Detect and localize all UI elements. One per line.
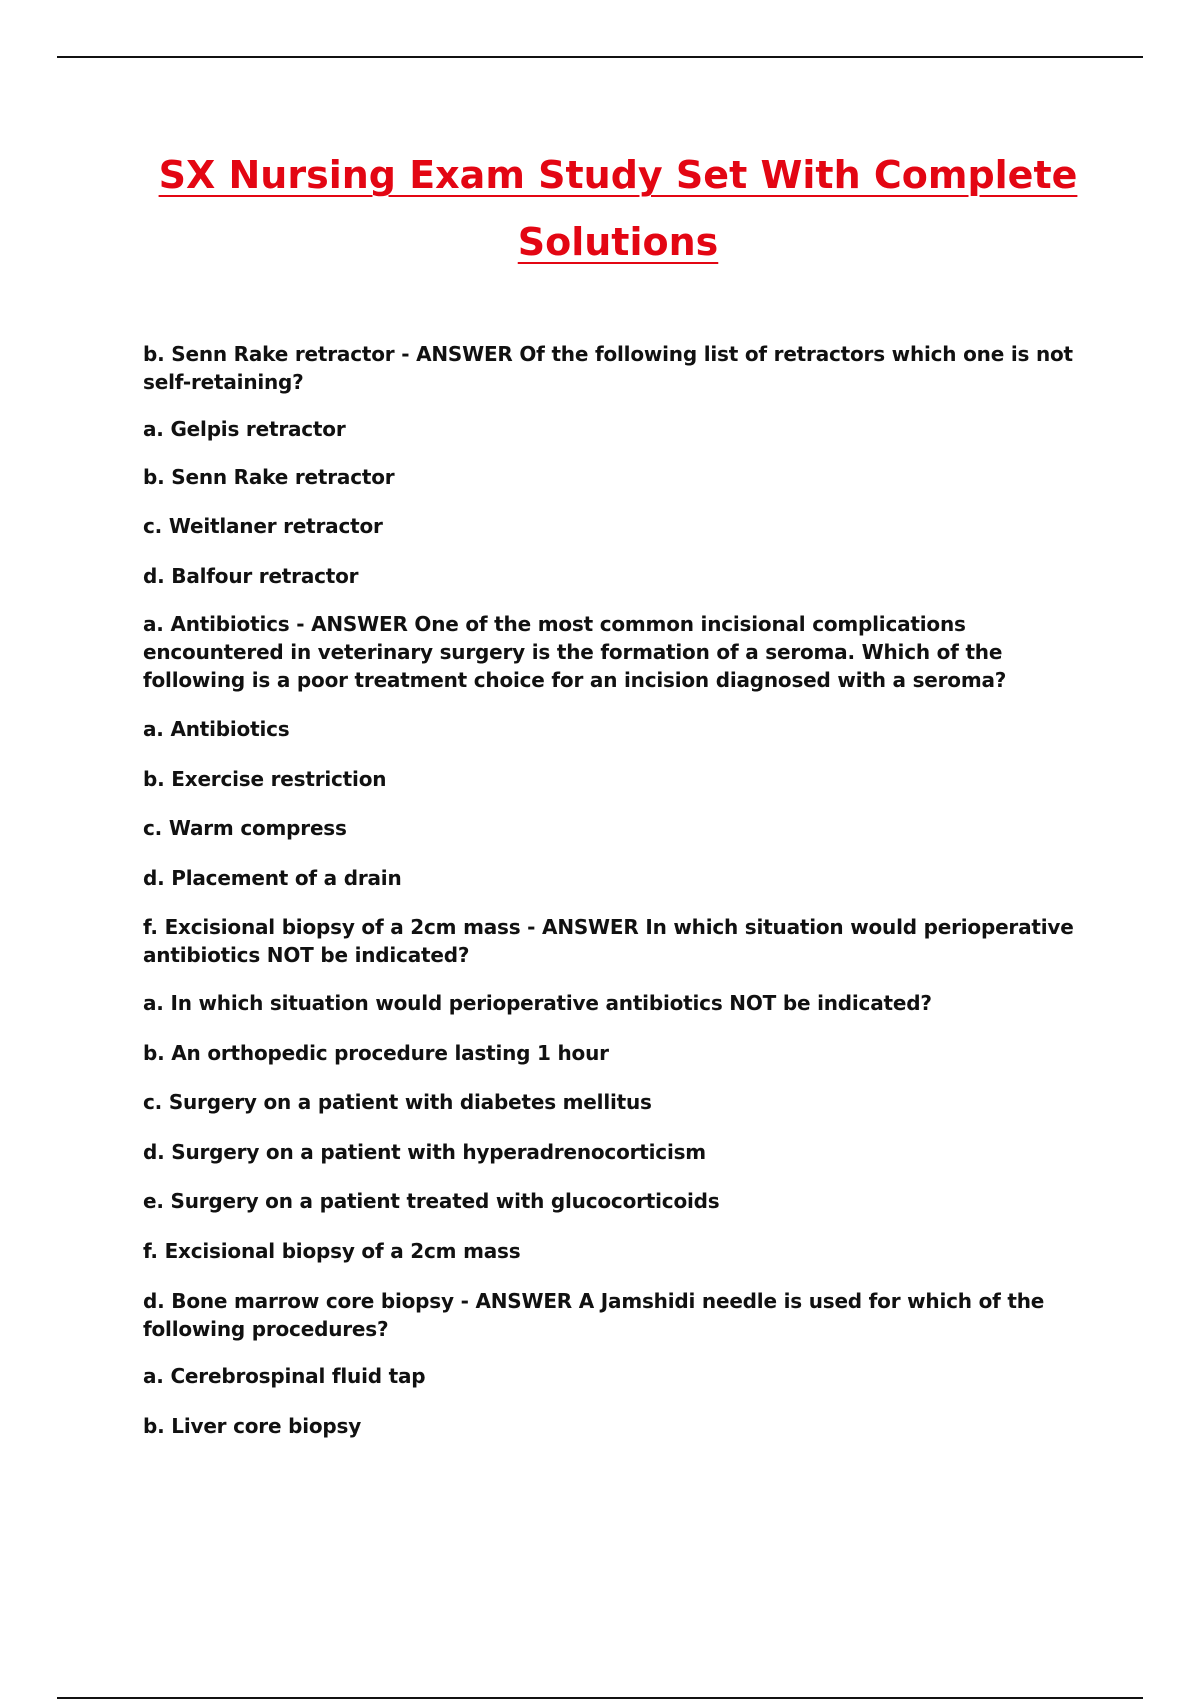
question-3-option-a: a. In which situation would perioperative antibiotics NOT be indicated? bbox=[143, 991, 932, 1015]
question-1-answer: b. Senn Rake retractor - ANSWER Of the following list of retractors which one is not self-retaining? bbox=[143, 342, 1073, 394]
question-2-option-b: b. Exercise restriction bbox=[143, 767, 387, 791]
top-divider bbox=[57, 56, 1143, 58]
question-2-answer: a. Antibiotics - ANSWER One of the most common incisional complications encountered in veterinary surgery is the formation of a seroma. Which of the following is a poor treatment choice for an incision diagnosed with a seroma? bbox=[143, 612, 1007, 692]
question-3-option-c: c. Surgery on a patient with diabetes mellitus bbox=[143, 1090, 652, 1114]
bottom-divider bbox=[57, 1697, 1143, 1699]
question-3-option-e: e. Surgery on a patient treated with glucocorticoids bbox=[143, 1189, 720, 1213]
question-4-option-b: b. Liver core biopsy bbox=[143, 1414, 362, 1438]
title-line-1: SX Nursing Exam Study Set With Complete bbox=[158, 153, 1078, 197]
question-1-option-c: c. Weitlaner retractor bbox=[143, 514, 383, 538]
question-3-option-f: f. Excisional biopsy of a 2cm mass bbox=[143, 1239, 521, 1263]
question-2-option-c: c. Warm compress bbox=[143, 816, 347, 840]
title-line-2: Solutions bbox=[517, 220, 719, 264]
question-1-option-d: d. Balfour retractor bbox=[143, 564, 359, 588]
document-body bbox=[143, 340, 1088, 1440]
question-2-option-d: d. Placement of a drain bbox=[143, 866, 402, 890]
question-1-option-a: a. Gelpis retractor bbox=[143, 417, 346, 441]
question-4-answer: d. Bone marrow core biopsy - ANSWER A Jamshidi needle is used for which of the following procedures? bbox=[143, 1289, 1045, 1341]
question-3-option-d: d. Surgery on a patient with hyperadrenocorticism bbox=[143, 1140, 706, 1164]
question-2-option-a: a. Antibiotics bbox=[143, 717, 290, 741]
question-3-answer: f. Excisional biopsy of a 2cm mass - ANSWER In which situation would perioperative antibiotics NOT be indicated? bbox=[143, 915, 1074, 967]
question-1-option-b: b. Senn Rake retractor bbox=[143, 465, 395, 489]
document-title bbox=[120, 142, 1116, 276]
question-3-option-b: b. An orthopedic procedure lasting 1 hour bbox=[143, 1041, 609, 1065]
question-4-option-a: a. Cerebrospinal fluid tap bbox=[143, 1364, 426, 1388]
